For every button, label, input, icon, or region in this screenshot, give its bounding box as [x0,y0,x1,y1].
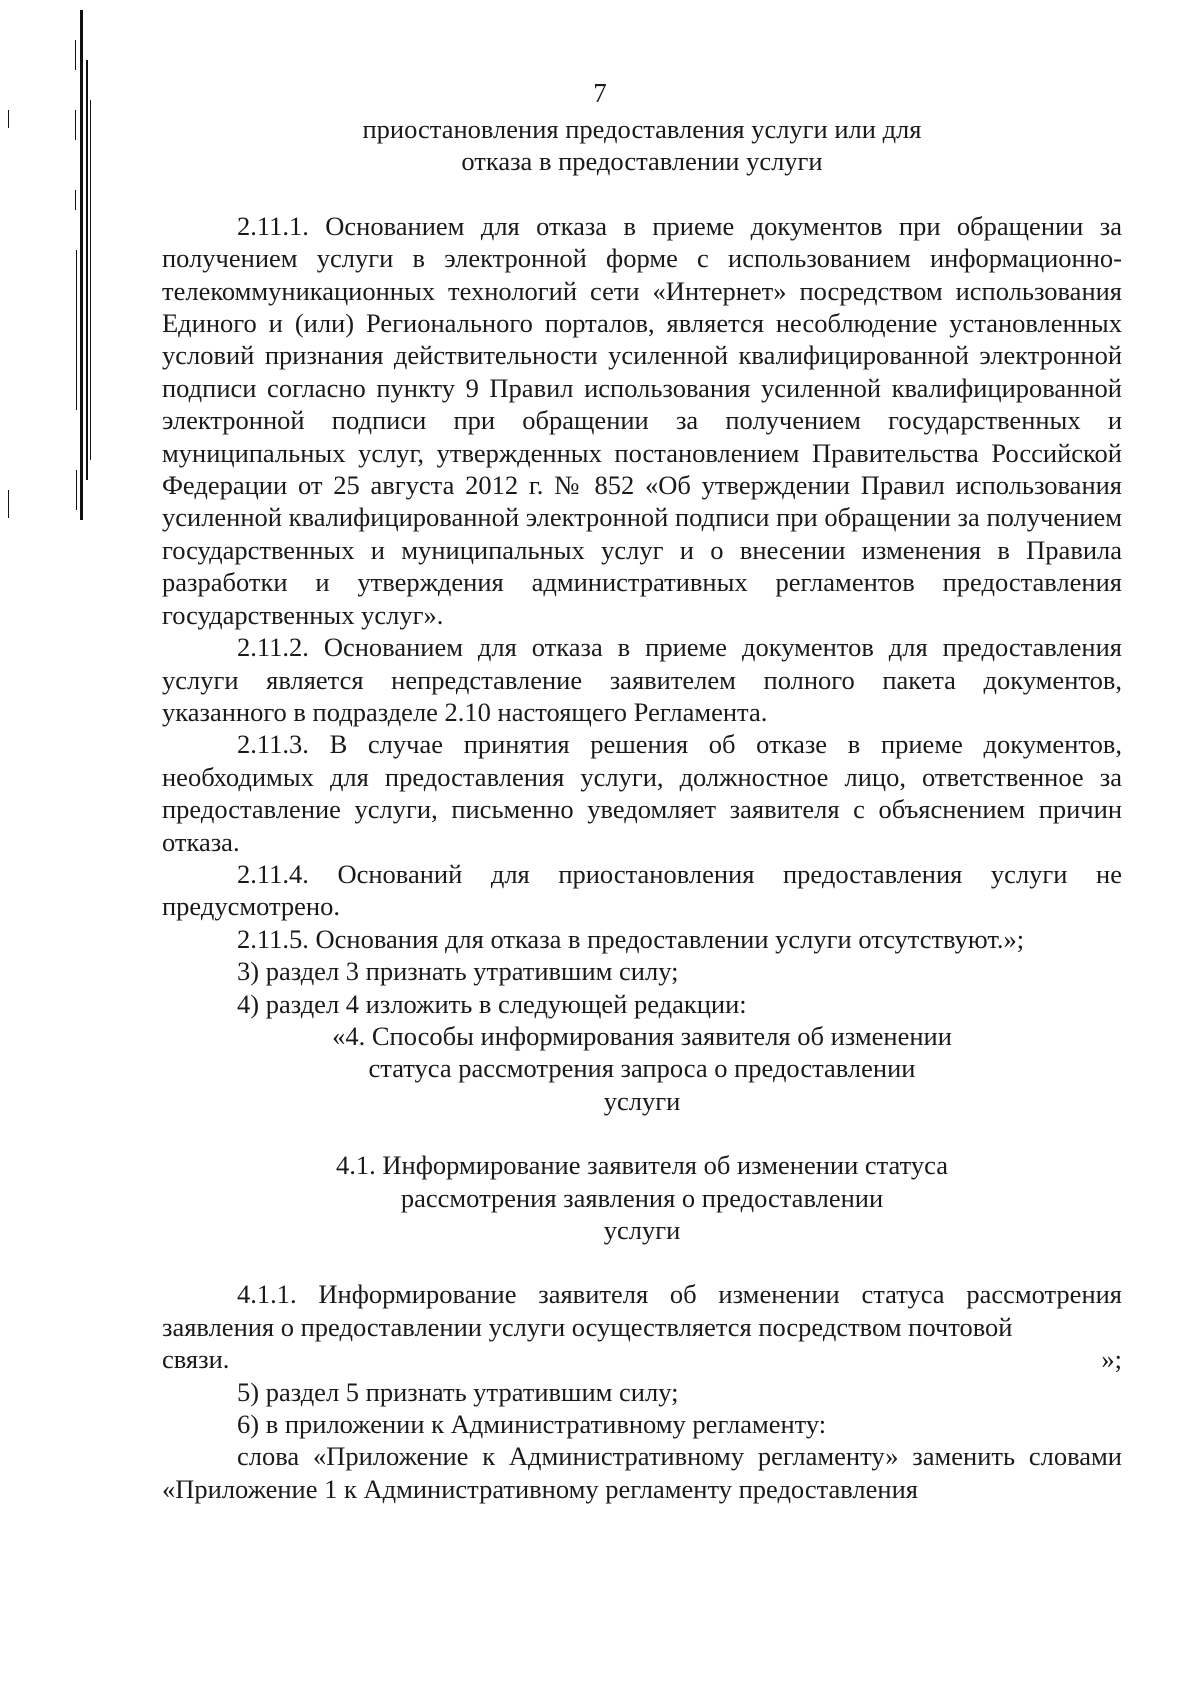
list-item-4: 4) раздел 4 изложить в следующей редакции: [237,988,747,1019]
subsection-4-1-title [292,1149,992,1246]
subsection-title-line: рассмотрения заявления о предоставлении [400,1182,884,1213]
paragraph-2-11-1: 2.11.1. Основанием для отказа в приеме документов при обращении за получением услуги в электронной форме с использованием информационно-телекоммуникационных технологий сети «Интернет» посредством использования Единого и (или) Регионального порталов, является несоблюдение установленных условий признания действительности усиленной квалифицированной электронной подписи согласно пункту 9 Правил использования усиленной квалифицированной электронной подписи при обращении за получением государственных и муниципальных услуг, утвержденных постановлением Правительства Российской Федерации от 25 августа 2012 г. № 852 «Об утверждении Правил использования усиленной квалифицированной электронной подписи при обращении за получением государственных и муниципальных услуг и о внесении изменения в Правила разработки и утверждения административных регламентов предоставления государственных услуг». [162,210,1122,630]
closing-quote: »; [1101,1344,1122,1375]
list-item-5: 5) раздел 5 признать утратившим силу; [237,1376,679,1407]
paragraph-2-11-4: 2.11.4. Оснований для приостановления предоставления услуги не предусмотрено. [162,858,1122,922]
list-item-6: 6) в приложении к Административному регламенту: [237,1409,827,1440]
subsection-title-line: 4.1. Информирование заявителя об изменении статуса [336,1150,948,1181]
section-4-title [292,1020,992,1117]
paragraph-4-1-1: 4.1.1. Информирование заявителя об изменении статуса рассмотрения заявления о предоставлении услуги осуществляется посредством почтовой [162,1279,1122,1342]
paragraph-2-11-5: 2.11.5. Основания для отказа в предоставлении услуги отсутствуют.»; [237,923,1025,954]
section-title-line: статуса рассмотрения запроса о предоставлении [368,1053,916,1084]
heading-line: отказа в предоставлении услуги [461,146,823,177]
paragraph-words-replace: слова «Приложение к Административному регламенту» заменить словами «Приложение 1 к Административному регламенту предоставления [162,1441,1122,1504]
subsection-title-line: услуги [603,1215,681,1245]
heading-line: приостановления предоставления услуги или для [362,114,922,144]
paragraph-2-11-2: 2.11.2. Основанием для отказа в приеме документов для предоставления услуги является непредставление заявителем полного пакета документов, указанного в подразделе 2.10 настоящего Регламента. [162,632,1122,727]
section-title-line: услуги [603,1085,681,1116]
paragraph-4-1-1-end [162,1343,1122,1375]
section-title-line: «4. Способы информирования заявителя об изменении [332,1020,952,1051]
paragraph-2-11-3: 2.11.3. В случае принятия решения об отказе в приеме документов, необходимых для предоставления услуги, должностное лицо, ответственное за предоставление услуги, письменно уведомляет заявителя с объяснением причин отказа. [162,729,1122,857]
document-body [162,113,1122,1505]
paragraph-4-1-1-last-word: связи. [162,1344,230,1375]
page-number: 7 [593,78,607,108]
list-item-3: 3) раздел 3 признать утратившим силу; [237,956,679,987]
